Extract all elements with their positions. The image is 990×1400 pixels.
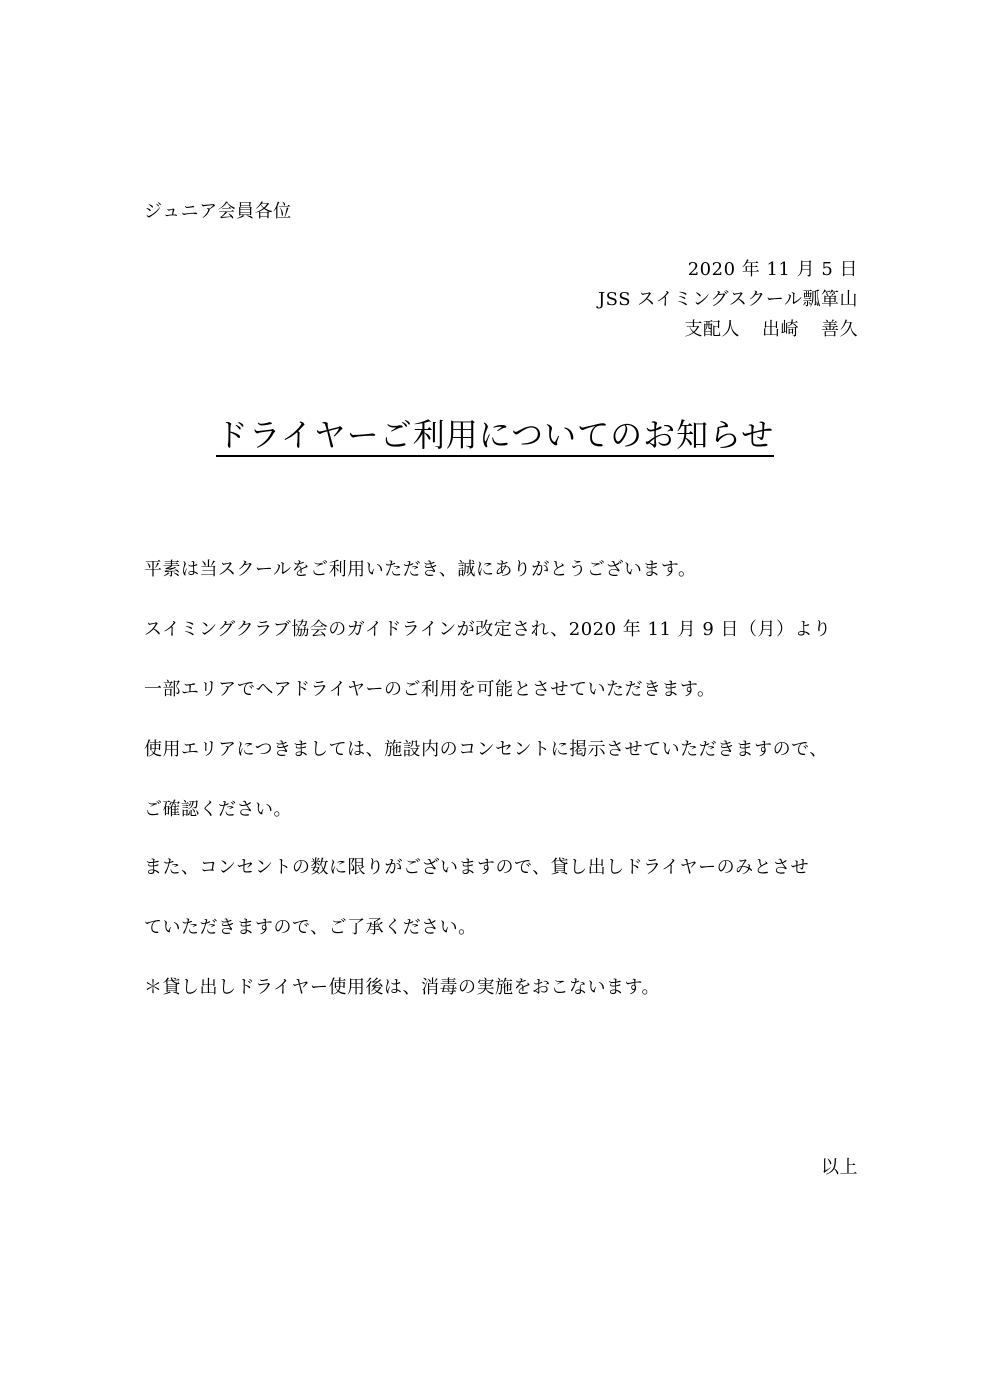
signer-role: 支配人	[684, 319, 740, 340]
signer-surname: 出崎	[762, 319, 799, 340]
body-paragraph-line: 平素は当スクールをご利用いただき、誠にありがとうございます。	[144, 559, 697, 580]
signer-given-name: 善久	[821, 319, 858, 340]
body-paragraph-line: ご確認ください。	[144, 799, 292, 820]
notice-title	[0, 414, 990, 456]
body-paragraph-line: スイミングクラブ協会のガイドラインが改定され、2020 年 11 月 9 日（月）より	[144, 619, 832, 640]
signer-line	[685, 318, 859, 342]
body-paragraph-line: ていただきますので、ご了承ください。	[144, 917, 477, 938]
organization-name: JSS スイミングスクール瓢箪山	[597, 289, 858, 310]
body-note-line: ＊貸し出しドライヤー使用後は、消毒の実施をおこないます。	[144, 977, 661, 998]
notice-title-text: ドライヤーご利用についてのお知らせ	[216, 416, 774, 457]
recipient-line: ジュニア会員各位	[144, 201, 292, 222]
body-paragraph-line: 一部エリアでヘアドライヤーのご利用を可能とさせていただきます。	[144, 679, 716, 700]
closing-mark: 以上	[821, 1157, 858, 1178]
body-paragraph-line: 使用エリアにつきましては、施設内のコンセントに掲示させていただきますので、	[144, 739, 828, 760]
body-paragraph-line: また、コンセントの数に限りがございますので、貸し出しドライヤーのみとさせ	[144, 857, 810, 878]
issue-date: 2020 年 11 月 5 日	[687, 259, 858, 280]
